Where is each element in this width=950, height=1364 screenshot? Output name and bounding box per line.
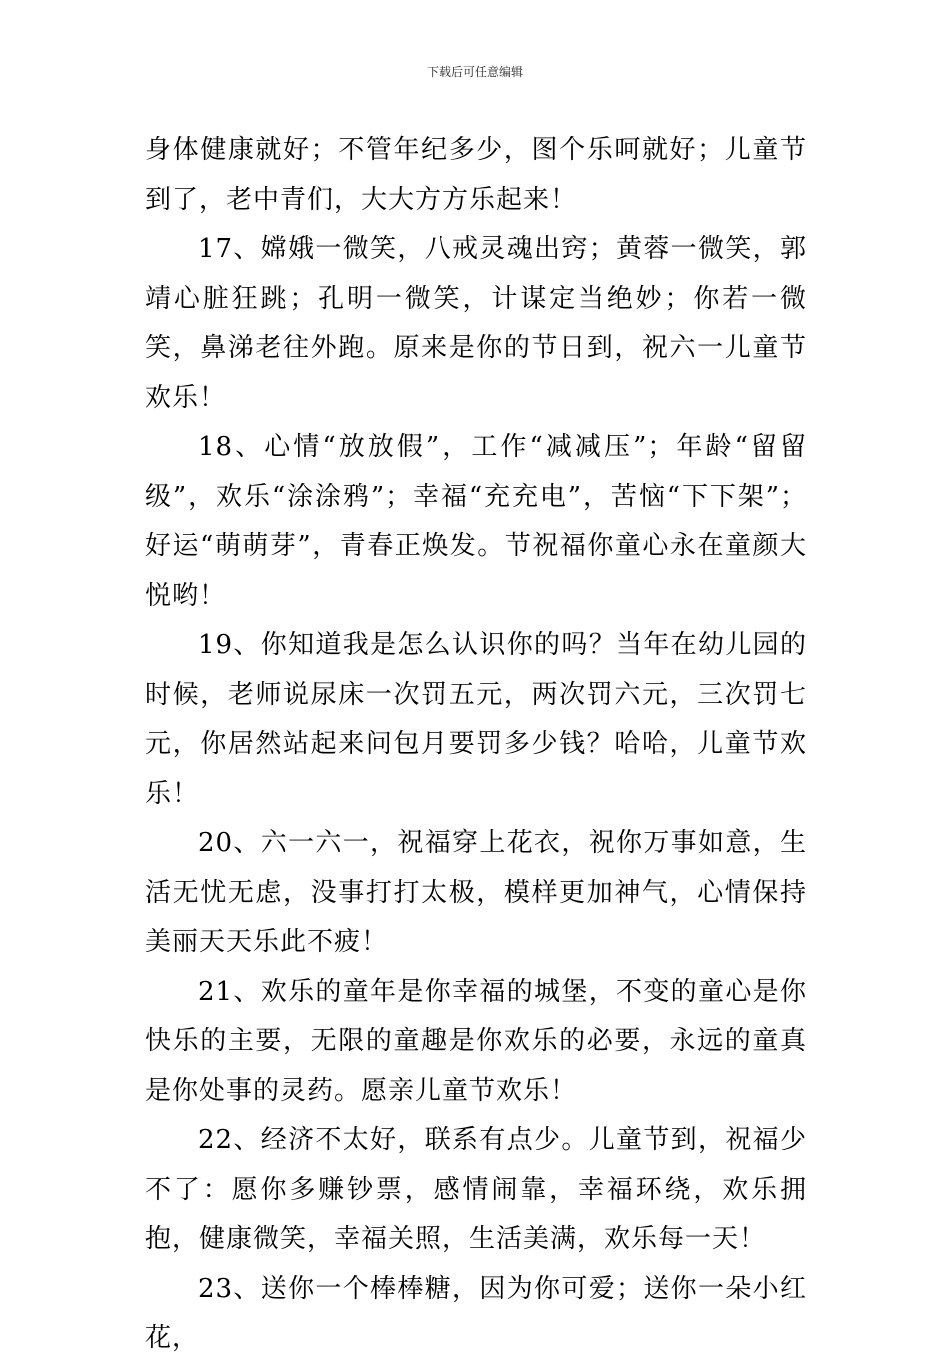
paragraph-22: 22、经济不太好，联系有点少。儿童节到，祝福少不了：愿你多赚钞票，感情闹靠，幸福环绕，欢乐拥抱，健康微笑，幸福关照，生活美满，欢乐每一天！ <box>145 1125 807 1254</box>
paragraph-20: 20、六一六一，祝福穿上花衣，祝你万事如意，生活无忧无虑，没事打打太极，模样更加神气，心情保持美丽天天乐此不疲！ <box>145 828 807 957</box>
paragraph-18: 18、心情“放放假”，工作“减减压”；年龄“留留级”，欢乐“涂涂鸦”；幸福“充充电”，苦恼“下下架”；好运“萌萌芽”，青春正焕发。节祝福你童心永在童颜大悦哟！ <box>145 432 807 611</box>
paragraph-continued: 身体健康就好；不管年纪多少，图个乐呵就好；儿童节到了，老中青们，大大方方乐起来！ <box>145 135 807 215</box>
document-body <box>145 126 807 1364</box>
paragraph-17: 17、嫦娥一微笑，八戒灵魂出窍；黄蓉一微笑，郭靖心脏狂跳；孔明一微笑，计谋定当绝妙；你若一微笑，鼻涕老往外跑。原来是你的节日到，祝六一儿童节欢乐！ <box>145 234 807 413</box>
page-header-note: 下载后可任意编辑 <box>426 65 523 79</box>
paragraph-21: 21、欢乐的童年是你幸福的城堡，不变的童心是你快乐的主要，无限的童趣是你欢乐的必要，永远的童真是你处事的灵药。愿亲儿童节欢乐！ <box>145 976 807 1106</box>
paragraph-23: 23、送你一个棒棒糖，因为你可爱；送你一朵小红花， <box>145 1273 807 1353</box>
paragraph-19: 19、你知道我是怎么认识你的吗？当年在幼儿园的时候，老师说尿床一次罚五元，两次罚六元，三次罚七元，你居然站起来问包月要罚多少钱？哈哈，儿童节欢乐！ <box>145 630 807 809</box>
